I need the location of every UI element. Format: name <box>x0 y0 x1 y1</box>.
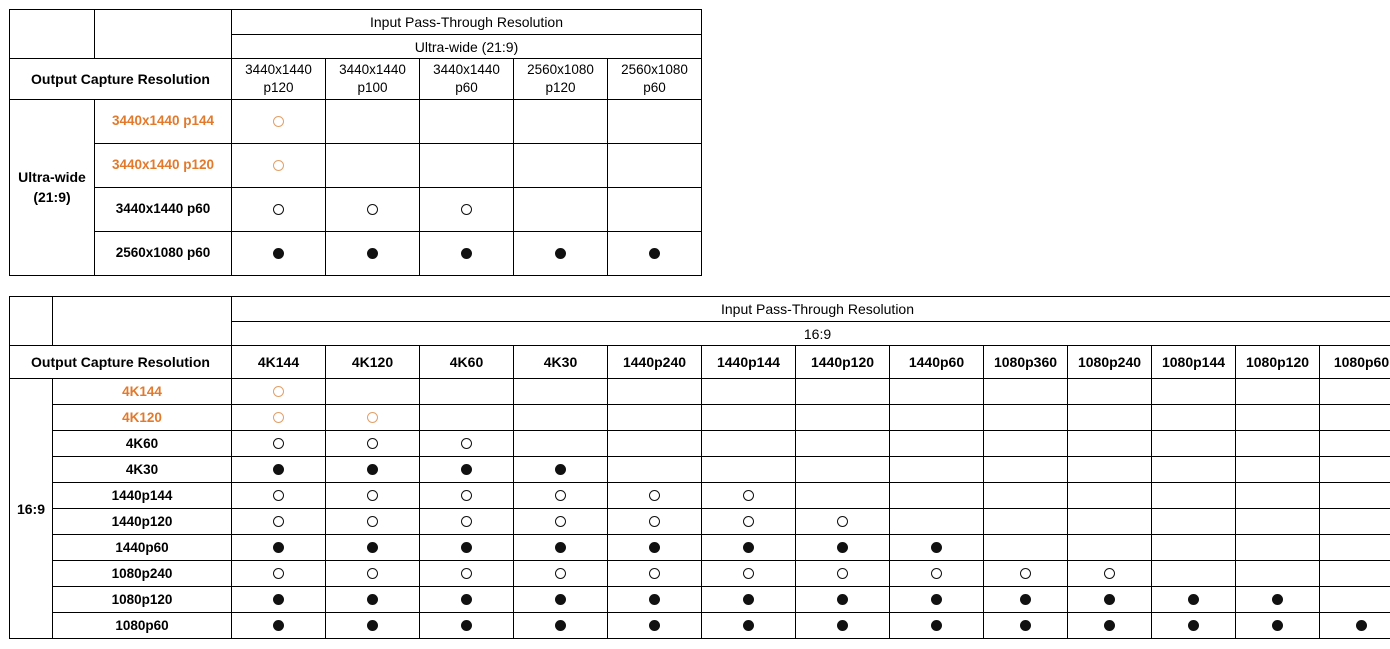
cell-3-0 <box>232 457 326 483</box>
support-marker-open <box>837 516 848 527</box>
column-header-4: 2560x1080 p60 <box>608 59 702 100</box>
header-aspect-ultrawide: Ultra-wide (21:9) <box>232 35 702 59</box>
cell-1-10 <box>1152 405 1236 431</box>
cell-0-0 <box>232 379 326 405</box>
support-marker-open <box>649 516 660 527</box>
cell-9-12 <box>1320 613 1390 639</box>
table-16-9-compatibility <box>9 296 1390 639</box>
support-marker-open <box>461 438 472 449</box>
cell-5-3 <box>514 509 608 535</box>
cell-1-1 <box>326 405 420 431</box>
cell-2-10 <box>1152 431 1236 457</box>
support-marker-filled <box>649 620 660 631</box>
cell-2-2 <box>420 188 514 232</box>
cell-5-2 <box>420 509 514 535</box>
cell-7-10 <box>1152 561 1236 587</box>
cell-0-4 <box>608 100 702 144</box>
support-marker-filled <box>1188 620 1199 631</box>
support-marker-open <box>273 438 284 449</box>
cell-0-6 <box>796 379 890 405</box>
cell-3-1 <box>326 457 420 483</box>
column-header-12: 1080p60 <box>1320 346 1390 379</box>
cell-1-0 <box>232 144 326 188</box>
support-marker-open <box>743 568 754 579</box>
support-marker-filled <box>461 594 472 605</box>
cell-2-1 <box>326 188 420 232</box>
cell-4-6 <box>796 483 890 509</box>
support-marker-open-orange <box>367 412 378 423</box>
cell-0-12 <box>1320 379 1390 405</box>
support-marker-filled <box>837 542 848 553</box>
cell-0-3 <box>514 379 608 405</box>
cell-2-11 <box>1236 431 1320 457</box>
support-marker-open <box>461 568 472 579</box>
column-header-1: 3440x1440 p100 <box>326 59 420 100</box>
support-marker-open <box>367 568 378 579</box>
support-marker-open <box>649 568 660 579</box>
cell-7-5 <box>702 561 796 587</box>
support-marker-open <box>555 568 566 579</box>
cell-0-3 <box>514 100 608 144</box>
support-marker-filled <box>1104 620 1115 631</box>
cell-3-7 <box>890 457 984 483</box>
support-marker-open <box>1020 568 1031 579</box>
support-marker-open <box>743 490 754 501</box>
cell-1-2 <box>420 144 514 188</box>
support-marker-open <box>273 568 284 579</box>
column-header-8: 1080p360 <box>984 346 1068 379</box>
cell-0-5 <box>702 379 796 405</box>
header-output-capture-resolution: Output Capture Resolution <box>10 346 232 379</box>
support-marker-open-orange <box>273 160 284 171</box>
table-row <box>10 535 1390 561</box>
support-marker-open <box>273 516 284 527</box>
cell-2-3 <box>514 431 608 457</box>
cell-4-10 <box>1152 483 1236 509</box>
support-marker-filled <box>461 464 472 475</box>
table-row <box>10 188 702 232</box>
row-label-3: 2560x1080 p60 <box>95 232 232 276</box>
cell-3-9 <box>1068 457 1152 483</box>
cell-9-10 <box>1152 613 1236 639</box>
support-marker-open <box>555 490 566 501</box>
cell-6-2 <box>420 535 514 561</box>
cell-3-3 <box>514 457 608 483</box>
row-group-label-16-9: 16:9 <box>10 379 53 639</box>
support-marker-filled <box>461 248 472 259</box>
row-label-2: 4K60 <box>53 431 232 457</box>
column-header-3: 4K30 <box>514 346 608 379</box>
support-marker-open <box>461 490 472 501</box>
cell-8-5 <box>702 587 796 613</box>
cell-5-0 <box>232 509 326 535</box>
support-marker-filled <box>367 542 378 553</box>
cell-6-10 <box>1152 535 1236 561</box>
support-marker-filled <box>555 542 566 553</box>
cell-0-1 <box>326 379 420 405</box>
cell-5-10 <box>1152 509 1236 535</box>
cell-7-11 <box>1236 561 1320 587</box>
support-marker-filled <box>743 620 754 631</box>
cell-6-12 <box>1320 535 1390 561</box>
support-marker-open <box>367 490 378 501</box>
cell-9-4 <box>608 613 702 639</box>
support-marker-filled <box>837 620 848 631</box>
support-marker-filled <box>273 620 284 631</box>
cell-2-9 <box>1068 431 1152 457</box>
cell-8-9 <box>1068 587 1152 613</box>
cell-0-9 <box>1068 379 1152 405</box>
cell-3-0 <box>232 232 326 276</box>
cell-8-7 <box>890 587 984 613</box>
cell-0-7 <box>890 379 984 405</box>
support-marker-open <box>837 568 848 579</box>
cell-1-11 <box>1236 405 1320 431</box>
support-marker-filled <box>555 248 566 259</box>
header-row-passthrough <box>10 10 702 35</box>
cell-5-4 <box>608 509 702 535</box>
header-row-passthrough <box>10 297 1390 322</box>
cell-7-6 <box>796 561 890 587</box>
row-label-5: 1440p120 <box>53 509 232 535</box>
column-header-5: 1440p144 <box>702 346 796 379</box>
row-label-9: 1080p60 <box>53 613 232 639</box>
row-label-2: 3440x1440 p60 <box>95 188 232 232</box>
cell-8-11 <box>1236 587 1320 613</box>
cell-4-2 <box>420 483 514 509</box>
cell-4-3 <box>514 483 608 509</box>
column-header-9: 1080p240 <box>1068 346 1152 379</box>
cell-6-0 <box>232 535 326 561</box>
support-marker-filled <box>649 248 660 259</box>
cell-1-7 <box>890 405 984 431</box>
cell-7-2 <box>420 561 514 587</box>
support-marker-open <box>555 516 566 527</box>
support-marker-filled <box>743 594 754 605</box>
cell-9-9 <box>1068 613 1152 639</box>
support-marker-open <box>931 568 942 579</box>
cell-3-3 <box>514 232 608 276</box>
cell-9-5 <box>702 613 796 639</box>
cell-7-9 <box>1068 561 1152 587</box>
cell-4-12 <box>1320 483 1390 509</box>
support-marker-filled <box>367 464 378 475</box>
table-row <box>10 613 1390 639</box>
cell-1-4 <box>608 405 702 431</box>
cell-3-8 <box>984 457 1068 483</box>
support-marker-open <box>367 204 378 215</box>
header-corner-blank-2 <box>53 297 232 346</box>
row-label-1: 3440x1440 p120 <box>95 144 232 188</box>
support-marker-filled <box>461 542 472 553</box>
row-label-8: 1080p120 <box>53 587 232 613</box>
cell-1-12 <box>1320 405 1390 431</box>
table-row <box>10 587 1390 613</box>
header-input-passthrough-resolution: Input Pass-Through Resolution <box>232 10 702 35</box>
table-ultrawide-head <box>10 10 702 100</box>
table-row <box>10 379 1390 405</box>
cell-8-8 <box>984 587 1068 613</box>
cell-4-9 <box>1068 483 1152 509</box>
cell-6-11 <box>1236 535 1320 561</box>
table-row <box>10 405 1390 431</box>
table-row <box>10 100 702 144</box>
cell-8-6 <box>796 587 890 613</box>
support-marker-filled <box>367 594 378 605</box>
cell-0-8 <box>984 379 1068 405</box>
support-marker-open <box>1104 568 1115 579</box>
cell-7-8 <box>984 561 1068 587</box>
cell-5-9 <box>1068 509 1152 535</box>
cell-0-10 <box>1152 379 1236 405</box>
table-row <box>10 457 1390 483</box>
support-marker-filled <box>837 594 848 605</box>
cell-2-1 <box>326 431 420 457</box>
cell-3-2 <box>420 457 514 483</box>
cell-8-3 <box>514 587 608 613</box>
support-marker-filled <box>743 542 754 553</box>
cell-3-12 <box>1320 457 1390 483</box>
column-header-2: 4K60 <box>420 346 514 379</box>
cell-8-4 <box>608 587 702 613</box>
support-marker-filled <box>1104 594 1115 605</box>
column-header-0: 4K144 <box>232 346 326 379</box>
support-marker-open <box>367 516 378 527</box>
header-corner-blank <box>10 297 53 346</box>
cell-0-0 <box>232 100 326 144</box>
table-row <box>10 431 1390 457</box>
cell-6-4 <box>608 535 702 561</box>
cell-8-12 <box>1320 587 1390 613</box>
cell-2-12 <box>1320 431 1390 457</box>
table-row <box>10 232 702 276</box>
cell-1-6 <box>796 405 890 431</box>
cell-7-12 <box>1320 561 1390 587</box>
cell-2-5 <box>702 431 796 457</box>
support-marker-open <box>649 490 660 501</box>
cell-6-3 <box>514 535 608 561</box>
cell-3-4 <box>608 457 702 483</box>
cell-6-6 <box>796 535 890 561</box>
support-marker-filled <box>367 620 378 631</box>
cell-7-0 <box>232 561 326 587</box>
cell-9-3 <box>514 613 608 639</box>
support-marker-filled <box>555 464 566 475</box>
cell-1-1 <box>326 144 420 188</box>
table-row <box>10 509 1390 535</box>
cell-4-11 <box>1236 483 1320 509</box>
cell-6-1 <box>326 535 420 561</box>
header-corner-blank-2 <box>95 10 232 59</box>
cell-5-5 <box>702 509 796 535</box>
header-corner-blank <box>10 10 95 59</box>
cell-3-2 <box>420 232 514 276</box>
cell-7-3 <box>514 561 608 587</box>
header-row-columns <box>10 346 1390 379</box>
table-row <box>10 483 1390 509</box>
column-header-6: 1440p120 <box>796 346 890 379</box>
cell-5-1 <box>326 509 420 535</box>
cell-4-1 <box>326 483 420 509</box>
cell-6-9 <box>1068 535 1152 561</box>
support-marker-filled <box>273 464 284 475</box>
cell-4-7 <box>890 483 984 509</box>
cell-8-1 <box>326 587 420 613</box>
cell-9-7 <box>890 613 984 639</box>
cell-8-10 <box>1152 587 1236 613</box>
support-marker-filled <box>555 594 566 605</box>
cell-1-3 <box>514 405 608 431</box>
cell-2-2 <box>420 431 514 457</box>
cell-3-1 <box>326 232 420 276</box>
cell-4-8 <box>984 483 1068 509</box>
cell-1-0 <box>232 405 326 431</box>
cell-1-3 <box>514 144 608 188</box>
support-marker-open-orange <box>273 116 284 127</box>
support-marker-open <box>461 204 472 215</box>
row-label-6: 1440p60 <box>53 535 232 561</box>
support-marker-filled <box>367 248 378 259</box>
column-header-1: 4K120 <box>326 346 420 379</box>
column-header-4: 1440p240 <box>608 346 702 379</box>
cell-0-11 <box>1236 379 1320 405</box>
cell-7-4 <box>608 561 702 587</box>
cell-9-11 <box>1236 613 1320 639</box>
column-header-0: 3440x1440 p120 <box>232 59 326 100</box>
cell-7-1 <box>326 561 420 587</box>
support-marker-filled <box>649 542 660 553</box>
column-header-3: 2560x1080 p120 <box>514 59 608 100</box>
table-16-9-head <box>10 297 1390 379</box>
cell-9-8 <box>984 613 1068 639</box>
support-marker-filled <box>1020 620 1031 631</box>
table-ultrawide-body <box>10 100 702 276</box>
cell-3-6 <box>796 457 890 483</box>
cell-2-7 <box>890 431 984 457</box>
row-label-0: 3440x1440 p144 <box>95 100 232 144</box>
column-header-10: 1080p144 <box>1152 346 1236 379</box>
table-row <box>10 144 702 188</box>
cell-9-6 <box>796 613 890 639</box>
cell-1-4 <box>608 144 702 188</box>
cell-4-5 <box>702 483 796 509</box>
column-header-2: 3440x1440 p60 <box>420 59 514 100</box>
header-input-passthrough-resolution: Input Pass-Through Resolution <box>232 297 1390 322</box>
support-marker-filled <box>1188 594 1199 605</box>
cell-6-7 <box>890 535 984 561</box>
row-label-4: 1440p144 <box>53 483 232 509</box>
cell-2-6 <box>796 431 890 457</box>
support-marker-filled <box>931 620 942 631</box>
header-aspect-16-9: 16:9 <box>232 322 1390 346</box>
cell-2-0 <box>232 431 326 457</box>
cell-2-4 <box>608 188 702 232</box>
cell-1-2 <box>420 405 514 431</box>
cell-3-5 <box>702 457 796 483</box>
support-marker-open <box>273 490 284 501</box>
cell-0-2 <box>420 379 514 405</box>
support-marker-filled <box>1272 594 1283 605</box>
cell-4-4 <box>608 483 702 509</box>
support-marker-filled <box>931 594 942 605</box>
cell-0-4 <box>608 379 702 405</box>
support-marker-open <box>743 516 754 527</box>
support-marker-filled <box>649 594 660 605</box>
cell-9-2 <box>420 613 514 639</box>
cell-3-10 <box>1152 457 1236 483</box>
row-label-0: 4K144 <box>53 379 232 405</box>
cell-7-7 <box>890 561 984 587</box>
row-label-1: 4K120 <box>53 405 232 431</box>
support-marker-open <box>461 516 472 527</box>
support-marker-filled <box>1020 594 1031 605</box>
support-marker-filled <box>555 620 566 631</box>
cell-1-5 <box>702 405 796 431</box>
support-marker-filled <box>931 542 942 553</box>
header-output-capture-resolution: Output Capture Resolution <box>10 59 232 100</box>
table-row <box>10 561 1390 587</box>
cell-8-2 <box>420 587 514 613</box>
column-header-11: 1080p120 <box>1236 346 1320 379</box>
support-marker-filled <box>1272 620 1283 631</box>
cell-2-4 <box>608 431 702 457</box>
header-row-columns <box>10 59 702 100</box>
support-marker-open <box>273 204 284 215</box>
cell-3-11 <box>1236 457 1320 483</box>
support-marker-filled <box>273 594 284 605</box>
cell-5-8 <box>984 509 1068 535</box>
cell-5-6 <box>796 509 890 535</box>
cell-5-12 <box>1320 509 1390 535</box>
row-group-label-ultrawide: Ultra-wide (21:9) <box>10 100 95 276</box>
table-ultrawide-compatibility <box>9 9 702 276</box>
cell-8-0 <box>232 587 326 613</box>
support-marker-open <box>367 438 378 449</box>
cell-6-8 <box>984 535 1068 561</box>
cell-5-7 <box>890 509 984 535</box>
support-marker-filled <box>273 542 284 553</box>
support-marker-filled <box>1356 620 1367 631</box>
support-marker-filled <box>273 248 284 259</box>
row-label-7: 1080p240 <box>53 561 232 587</box>
support-marker-filled <box>461 620 472 631</box>
cell-9-0 <box>232 613 326 639</box>
cell-0-2 <box>420 100 514 144</box>
table-16-9-body <box>10 379 1390 639</box>
cell-3-4 <box>608 232 702 276</box>
cell-1-9 <box>1068 405 1152 431</box>
cell-4-0 <box>232 483 326 509</box>
row-label-3: 4K30 <box>53 457 232 483</box>
cell-5-11 <box>1236 509 1320 535</box>
cell-2-3 <box>514 188 608 232</box>
cell-2-8 <box>984 431 1068 457</box>
support-marker-open-orange <box>273 386 284 397</box>
column-header-7: 1440p60 <box>890 346 984 379</box>
cell-6-5 <box>702 535 796 561</box>
cell-1-8 <box>984 405 1068 431</box>
cell-0-1 <box>326 100 420 144</box>
cell-9-1 <box>326 613 420 639</box>
support-marker-open-orange <box>273 412 284 423</box>
cell-2-0 <box>232 188 326 232</box>
